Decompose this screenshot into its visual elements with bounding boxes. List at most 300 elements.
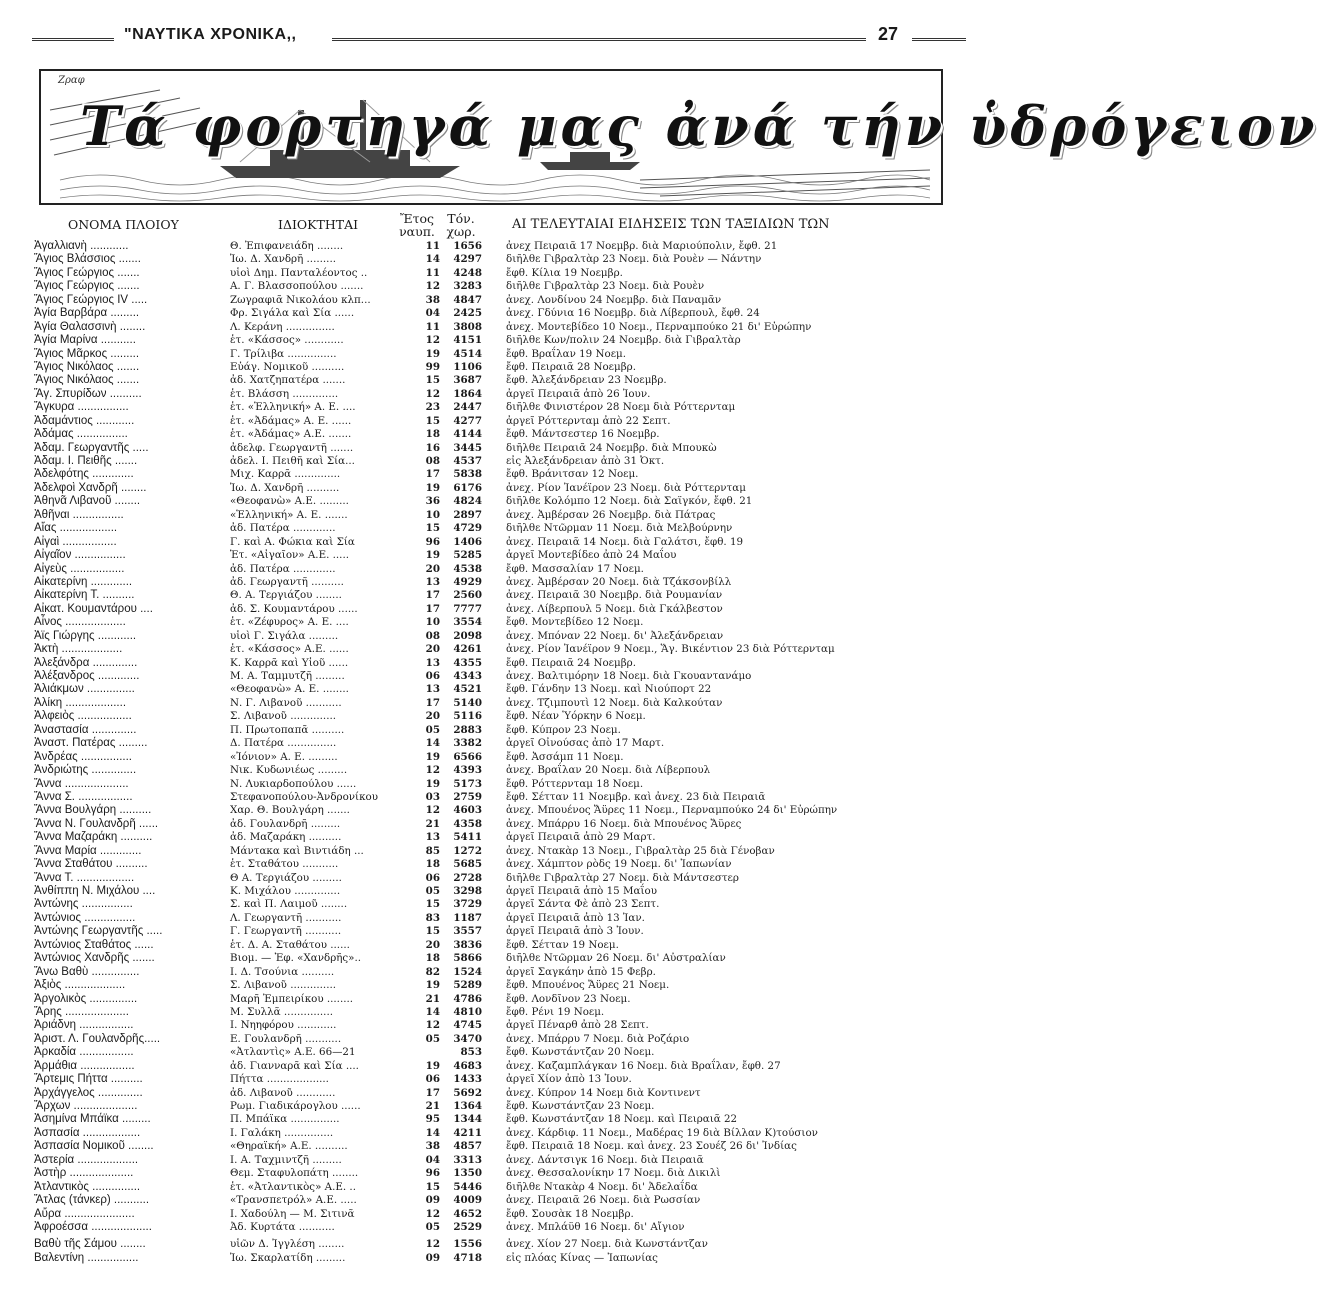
ship-name: Ἀδαμ. Γεωργαντῆς ..... — [34, 441, 149, 454]
page-number: 27 — [878, 24, 899, 44]
tonnage: 4929 — [453, 575, 482, 588]
table-row — [34, 804, 974, 817]
table-row — [34, 1252, 974, 1265]
owner-name: ἑτ. «Ἀδάμας» Α. Ε. ...... — [230, 414, 352, 427]
build-year: 14 — [425, 1126, 440, 1139]
table-row — [34, 1046, 974, 1059]
tonnage: 3283 — [453, 280, 482, 293]
table-row — [34, 428, 974, 441]
build-year: 19 — [425, 347, 440, 360]
tonnage: 2425 — [453, 307, 482, 320]
tonnage: 1406 — [453, 535, 482, 548]
ship-name: Αἶνος ................... — [34, 616, 126, 629]
ship-name: Ἀντώνης Γεωργαντῆς ..... — [34, 925, 163, 938]
build-year: 10 — [425, 616, 440, 629]
build-year: 38 — [425, 293, 440, 306]
voyage-news: διῆλθε Κων/πολιν 24 Νοεμβρ. διὰ Γιβραλτὰρ — [506, 334, 741, 347]
build-year: 20 — [425, 643, 440, 656]
voyage-news: ἀργεῖ Χίον ἀπὸ 13 Ἰουν. — [506, 1073, 632, 1086]
tonnage: 4261 — [453, 643, 482, 656]
owner-name: Εὐάγ. Νομικοῦ .......... — [230, 360, 345, 373]
table-row — [34, 509, 974, 522]
column-header-year-line1: Ἔτος — [399, 211, 435, 226]
table-row — [34, 401, 974, 414]
owner-name: υἱοὶ Δημ. Πανταλέοντος .. — [230, 266, 368, 279]
magazine-title: "ΝΑΥΤΙΚΑ ΧΡΟΝΙΚΑ,, — [124, 26, 297, 43]
table-row — [34, 751, 974, 764]
ship-name: Ἅγιος Γεώργιος ....... — [34, 266, 140, 279]
tonnage: 5838 — [453, 468, 482, 481]
table-row — [34, 1127, 974, 1140]
ship-name: Ἄννα Μαρία ............. — [34, 844, 142, 857]
owner-name: Ρωμ. Γιαδικάρογλου ...... — [230, 1100, 361, 1112]
ship-name: Ἀθηνᾶ Λιβανοῦ ........ — [34, 495, 141, 508]
table-row — [34, 589, 974, 602]
tonnage: 1350 — [453, 1167, 482, 1180]
build-year: 19 — [425, 777, 440, 790]
owner-name: Μ. Α. Ταμμυτζῆ ......... — [230, 670, 345, 682]
voyage-news: ἀργεῖ Πειραιᾶ ἀπὸ 3 Ἰουν. — [506, 925, 644, 938]
ship-name: Ἀφροέσσα ................... — [34, 1220, 152, 1233]
table-row — [34, 912, 974, 925]
voyage-news: ἔφθ. Ἀλεξάνδρειαν 23 Νοεμβρ. — [506, 374, 667, 387]
voyage-news: ἀνεχ. Ρίον Ἰανέϊρον 9 Νοεμ., Ἅγ. Βικέντιον 23 διὰ Ρόττερνταμ — [506, 643, 835, 656]
voyage-news: διῆλθε Ντακὰρ 4 Νοεμ. δι' Ἀδελαΐδα — [506, 1180, 698, 1193]
tonnage: 2098 — [453, 629, 482, 642]
owner-name: Μαρῆ Ἐμπειρίκου ........ — [230, 992, 354, 1005]
voyage-news: διῆλθε Γιβραλτὰρ 23 Νοεμ. διὰ Ρουὲν — [506, 280, 705, 293]
ship-name: Ἀδάμας ................ — [34, 428, 128, 441]
table-row — [34, 1154, 974, 1167]
ship-name: Ἀρχάγγελος .............. — [34, 1086, 143, 1099]
build-year: 06 — [425, 871, 440, 884]
ship-name: Ἁγία Θαλασσινὴ ........ — [34, 320, 146, 333]
table-row — [34, 442, 974, 455]
owner-name: Μάντακα καὶ Βιντιάδη ... — [230, 844, 364, 857]
ship-name: Ἄννα Σταθάτου .......... — [34, 858, 148, 871]
ship-name: Ἅγιος Νικόλαος ....... — [34, 374, 140, 387]
column-header-tons-line2: χωρ. — [446, 224, 476, 239]
table-row — [34, 683, 974, 696]
tonnage: 4652 — [453, 1207, 482, 1220]
ship-name: Ἀξιὸς ................... — [34, 979, 126, 992]
ship-name: Βαλεντίνη ................ — [34, 1251, 139, 1264]
owner-name: ἑτ. Βλάσση .............. — [230, 387, 339, 400]
table-row — [34, 993, 974, 1006]
ship-table — [34, 240, 974, 1265]
table-row — [34, 361, 974, 374]
tonnage: 6566 — [453, 750, 482, 763]
ship-name: Ἀστὴρ .................... — [34, 1167, 134, 1180]
voyage-news: διῆλθε Φινιστέρον 28 Νοεμ διὰ Ρόττερνταμ — [506, 401, 736, 414]
tonnage: 2447 — [453, 401, 482, 414]
tonnage: 3687 — [453, 374, 482, 387]
ship-name: Ἀντώνιος Σταθάτος ...... — [34, 938, 154, 951]
column-header-tons-line1: Τόν. — [447, 211, 475, 226]
owner-name: υἱοὶ Γ. Σιγάλα ......... — [230, 629, 339, 642]
table-row — [34, 952, 974, 965]
table-row — [34, 643, 974, 656]
build-year: 04 — [425, 307, 440, 320]
table-row — [34, 845, 974, 858]
column-header-year — [390, 212, 444, 238]
table-row — [34, 657, 974, 670]
owner-name: Ι. Γαλάκη ............... — [230, 1126, 334, 1139]
tonnage: 4514 — [453, 347, 482, 360]
voyage-news: διῆλθε Ντῶρμαν 26 Νοεμ. δι' Αὐστραλίαν — [506, 952, 726, 965]
page-header — [32, 22, 966, 48]
owner-name: Σ. καὶ Π. Λαιμοῦ ........ — [230, 898, 348, 911]
voyage-news: ἀνεχ. Πειραιᾶ 26 Νοεμ. διὰ Ρωσσίαν — [506, 1194, 701, 1207]
tonnage: 4355 — [453, 656, 482, 669]
table-row — [34, 374, 974, 387]
ship-name: Ἅγιος Νικόλαος ....... — [34, 360, 140, 373]
voyage-news: ἀνεχ. Μοντεβίδεο 10 Νοεμ., Περναμπούκο 21 δι' Εὐρώπην — [506, 320, 812, 333]
build-year: 12 — [425, 1238, 440, 1251]
ship-name: Αἰγεὺς ................. — [34, 562, 125, 575]
build-year: 12 — [425, 280, 440, 293]
tonnage: 2728 — [453, 871, 482, 884]
build-year: 21 — [425, 992, 440, 1005]
build-year: 15 — [425, 898, 440, 911]
voyage-news: ἔφθ. Βραΐλαν 19 Νοεμ. — [506, 347, 626, 360]
build-year: 09 — [425, 1251, 440, 1264]
voyage-news: εἰς πλόας Κίνας — Ἰαπωνίας — [506, 1251, 658, 1264]
ship-name: Βαθὺ τῆς Σάμου ........ — [34, 1238, 146, 1251]
build-year: 96 — [425, 535, 440, 548]
owner-name: Ἰω. Δ. Χανδρῆ ......... — [230, 253, 336, 266]
table-row — [34, 925, 974, 938]
voyage-news: ἀνεχ. Μπουένος Ἄϋρες 11 Νοεμ., Περναμπούκο 24 δι' Εὐρώπην — [506, 804, 838, 817]
table-row — [34, 1087, 974, 1100]
voyage-news: ἀνεχ. Γδύνια 16 Νοεμβρ. διὰ Λίβερπουλ, ἔφθ. 24 — [506, 307, 760, 320]
table-row — [34, 1019, 974, 1032]
voyage-news: ἀνεχ. Ἀμβέρσαν 26 Νοεμβρ. διὰ Πάτρας — [506, 508, 716, 521]
voyage-news: ἔφθ. Κωνστάντζαν 23 Νοεμ. — [506, 1100, 655, 1112]
voyage-news: ἀργεῖ Σάντα Φὲ ἀπὸ 23 Σεπτ. — [506, 898, 660, 911]
voyage-news: ἀνεχ. Δάντσιγκ 16 Νοεμ. διὰ Πειραιᾶ — [506, 1153, 704, 1166]
owner-name: Δ. Πατέρα ............... — [230, 737, 337, 750]
table-row — [34, 764, 974, 777]
tonnage: 4248 — [453, 266, 482, 279]
build-year: 15 — [425, 414, 440, 427]
table-row — [34, 415, 974, 428]
ship-name: Ἀρμάθια ................. — [34, 1059, 135, 1072]
voyage-news: ἀνεχ. Κάρδιφ. 11 Νοεμ., Μαδέρας 19 διὰ Βίλλαν Κ)τούσιον — [506, 1126, 818, 1139]
table-row — [34, 1181, 974, 1194]
voyage-news: ἔφθ. Μοντεβίδεο 12 Νοεμ. — [506, 616, 644, 629]
build-year: 08 — [425, 455, 440, 467]
owner-name: Ζωγραφιᾶ Νικολάου κλπ... — [230, 293, 371, 306]
voyage-news: ἀνεχ. Ρίον Ἰανέϊρον 23 Νοεμ. διὰ Ρόττερνταμ — [506, 481, 746, 494]
voyage-news: ἔφθ. Βράνιτσαν 12 Νοεμ. — [506, 468, 639, 481]
owner-name: Σ. Λιβανοῦ .............. — [230, 979, 337, 992]
table-row — [34, 1113, 974, 1126]
ship-name: Ἀδελφότης ............. — [34, 468, 134, 481]
voyage-news: ἀργεῖ Σαγκάην ἀπὸ 15 Φεβρ. — [506, 965, 656, 978]
voyage-news: ἀνεχ. Βαλτιμόρην 18 Νοεμ. διὰ Γκουαντανάμο — [506, 670, 752, 682]
owner-name: «Ἀτλαντὶς» Α.Ε. 66—21 — [230, 1046, 356, 1059]
build-year: 18 — [425, 952, 440, 965]
voyage-news: ἀνεχ. Βραΐλαν 20 Νοεμ. διὰ Λίβερπουλ — [506, 764, 711, 777]
build-year: 17 — [425, 468, 440, 481]
tonnage: 1106 — [453, 360, 482, 373]
build-year: 13 — [425, 831, 440, 844]
table-row — [34, 388, 974, 401]
voyage-news: ἔφθ. Λονδῖνον 23 Νοεμ. — [506, 992, 631, 1005]
voyage-news: ἔφθ. Πειραιᾶ 18 Νοεμ. καὶ ἀνεχ. 23 Σουέζ 26 δι' Ἰνδίας — [506, 1140, 797, 1153]
table-row — [34, 536, 974, 549]
build-year: 14 — [425, 737, 440, 750]
ship-name: Αἰγαῖον ................ — [34, 549, 126, 562]
tonnage: 3808 — [453, 320, 482, 333]
build-year: 11 — [425, 240, 440, 252]
ship-name: Ἀκτὴ ................... — [34, 643, 123, 656]
owner-name: Ι. Α. Ταχμιντζῆ ......... — [230, 1153, 342, 1166]
voyage-news: ἀνεχ. Ντακὰρ 13 Νοεμ., Γιβραλτὰρ 25 διὰ Γένοβαν — [506, 844, 775, 857]
owner-name: Λ. Γεωργαντῆ ........... — [230, 911, 342, 924]
ship-name: Αἰκατ. Κουμαντάρου .... — [34, 602, 153, 615]
banner-title: Τά φορτηγά μας ἀνά τήν ὑδρόγειον — [80, 94, 1318, 158]
tonnage: 3313 — [453, 1153, 482, 1166]
tonnage: 2897 — [453, 508, 482, 521]
table-row — [34, 495, 974, 508]
voyage-news: ἀνεχ. Λονδίνου 24 Νοεμβρ. διὰ Παναμᾶν — [506, 293, 722, 306]
owner-name: ἑτ. «Κάσσος» ............ — [230, 334, 344, 347]
owner-name: Θεμ. Σταφυλοπάτη ........ — [230, 1167, 359, 1180]
table-row — [34, 858, 974, 871]
voyage-news: ἀργεῖ Πειραιᾶ ἀπὸ 15 Μαΐου — [506, 885, 657, 897]
voyage-news: ἔφθ. Μπουένος Ἄϋρες 21 Νοεμ. — [506, 979, 670, 992]
voyage-news: ἔφθ. Νέαν Ὑόρκην 6 Νοεμ. — [506, 710, 646, 723]
tonnage: 3836 — [453, 938, 482, 951]
ship-name: Ἄννα Ν. Γουλανδρῆ ...... — [34, 817, 159, 830]
voyage-news: ἔφθ. Κύπρον 23 Νοεμ. — [506, 723, 621, 736]
ship-name: Ἀσπασία .................. — [34, 1126, 141, 1139]
table-row — [34, 1100, 974, 1113]
ship-name: Αἴας .................. — [34, 522, 118, 535]
table-row — [34, 549, 974, 562]
table-row — [34, 267, 974, 280]
voyage-news: ἀργεῖ Πειραιᾶ ἀπὸ 26 Ἰουν. — [506, 387, 651, 400]
build-year: 13 — [425, 575, 440, 588]
table-row — [34, 831, 974, 844]
tonnage: 3445 — [453, 441, 482, 454]
owner-name: «Θηραϊκή» Α.Ε. .......... — [230, 1140, 348, 1153]
ship-name: Ἀλέξανδρος ............. — [34, 670, 140, 682]
build-year: 08 — [425, 629, 440, 642]
ship-name: Ἀναστασία .............. — [34, 723, 137, 736]
tonnage: 3554 — [453, 616, 482, 629]
ship-name: Ἀντώνιος ................ — [34, 911, 136, 924]
tonnage: 4786 — [453, 992, 482, 1005]
ship-name: Ἀνθίππη Ν. Μιχάλου .... — [34, 885, 156, 897]
tonnage: 4538 — [453, 562, 482, 575]
tonnage: 4745 — [453, 1019, 482, 1032]
table-row — [34, 791, 974, 804]
owner-name: ἑτ. «Ἑλληνική» Α. Ε. .... — [230, 401, 356, 414]
ship-name: Ἀναστ. Πατέρας ......... — [34, 737, 148, 750]
owner-name: «Θεοφανὼ» Α.Ε. ......... — [230, 495, 349, 508]
table-row — [34, 1060, 974, 1073]
owner-name: Κ. Καρρᾶ καὶ Υἱοῦ ...... — [230, 656, 349, 669]
tonnage: 3298 — [453, 885, 482, 897]
table-row — [34, 253, 974, 266]
owner-name: ἀδ. Γεωργαντῆ .......... — [230, 575, 344, 588]
voyage-news: ἀνεχ. Χάμπτον ρὸδς 19 Νοεμ. δι' Ἰαπωνίαν — [506, 858, 732, 871]
owner-name: Θ. Α. Τεργιάζου ........ — [230, 589, 342, 602]
owner-name: «Ἑλληνική» Α. Ε. ....... — [230, 508, 348, 521]
table-row — [34, 1073, 974, 1086]
voyage-news: ἔφθ. Πειραιᾶ 24 Νοεμβρ. — [506, 656, 636, 669]
column-header-owner: ΙΔΙΟΚΤΗΤΑΙ — [278, 217, 359, 232]
table-row — [34, 1140, 974, 1153]
ship-name: Ἀντώνιος Χανδρῆς ....... — [34, 952, 155, 965]
table-row — [34, 710, 974, 723]
ship-name: Ἀλφειὸς ................. — [34, 710, 132, 723]
voyage-news: διῆλθε Γιβραλτὰρ 27 Νοεμ. διὰ Μάντσεστερ — [506, 871, 739, 884]
table-row — [34, 1238, 974, 1251]
column-header-year-line2: ναυπ. — [399, 224, 435, 239]
ship-name: Αἰκατερίνη ............. — [34, 575, 133, 588]
build-year: 95 — [425, 1113, 440, 1126]
ship-name: Ἄνω Βαθὺ ............... — [34, 965, 140, 978]
owner-name: ἀδ. Πατέρα ............. — [230, 522, 336, 535]
tonnage: 4857 — [453, 1140, 482, 1153]
voyage-news: ἀνεχ. Θεσσαλονίκην 17 Νοεμ. διὰ Δικιλὶ — [506, 1167, 721, 1180]
build-year: 16 — [425, 441, 440, 454]
owner-name: Ν. Γ. Λιβανοῦ ........... — [230, 696, 342, 709]
voyage-news: ἔφθ. Σέτταν 19 Νοεμ. — [506, 938, 619, 951]
voyage-news: ἔφθ. Μασσαλίαν 17 Νοεμ. — [506, 562, 644, 575]
owner-name: «Θεοφανὼ» Α. Ε. ........ — [230, 683, 349, 696]
owner-name: ἑτ. «Ζέφυρος» Α. Ε. .... — [230, 616, 349, 629]
ship-name: Ἄτλας (τάνκερ) ........... — [34, 1194, 150, 1207]
voyage-news: ἀνεχ. Τζιμπουτὶ 12 Νοεμ. διὰ Καλκούταν — [506, 696, 723, 709]
owner-name: ἀδ. Μαζαράκη .......... — [230, 831, 342, 844]
table-row — [34, 966, 974, 979]
voyage-news: ἔφθ. Γάνδην 13 Νοεμ. καὶ Νιούπορτ 22 — [506, 683, 712, 696]
table-row — [34, 455, 974, 468]
table-row — [34, 616, 974, 629]
voyage-news: ἀργεῖ Οἰνούσας ἀπὸ 17 Μαρτ. — [506, 737, 665, 750]
build-year: 14 — [425, 1005, 440, 1018]
artist-signature: Ζραφ — [58, 75, 85, 86]
build-year: 85 — [425, 844, 440, 857]
ship-name: Ἀντώνης ................ — [34, 898, 133, 911]
ship-name: Ἀλίκη ................... — [34, 696, 127, 709]
tonnage: 4521 — [453, 683, 482, 696]
tonnage: 1556 — [453, 1238, 482, 1251]
tonnage: 5446 — [453, 1180, 482, 1193]
build-year: 17 — [425, 589, 440, 602]
owner-name: Ν. Λυκιαρδοπούλου ...... — [230, 777, 357, 790]
ship-name: Ἀριστ. Λ. Γουλανδρῆς..... — [34, 1032, 161, 1045]
table-row — [34, 670, 974, 683]
tonnage: 4144 — [453, 428, 482, 441]
table-row — [34, 603, 974, 616]
tonnage: 4393 — [453, 764, 482, 777]
voyage-news: ἀνεχ. Καζαμπλάγκαν 16 Νοεμ. διὰ Βραΐλαν, ἔφθ. 27 — [506, 1059, 781, 1072]
build-year: 18 — [425, 858, 440, 871]
owner-name: Α. Γ. Βλασσοπούλου ....... — [230, 280, 364, 293]
tonnage: 4847 — [453, 293, 482, 306]
table-row — [34, 321, 974, 334]
owner-name: ἑτ. «Κάσσος» Α.Ε. ...... — [230, 643, 349, 656]
tonnage: 1524 — [453, 965, 482, 978]
build-year: 83 — [425, 911, 440, 924]
owner-name: Κ. Μιχάλου .............. — [230, 885, 341, 897]
build-year: 05 — [425, 1032, 440, 1045]
owner-name: Γ. καὶ Α. Φώκια καὶ Σία — [230, 535, 355, 548]
build-year: 18 — [425, 428, 440, 441]
build-year: 19 — [425, 750, 440, 763]
table-row — [34, 1221, 974, 1234]
build-year: 82 — [425, 965, 440, 978]
build-year: 17 — [425, 1086, 440, 1099]
voyage-news: ἔφθ. Κίλια 19 Νοεμβρ. — [506, 266, 623, 279]
tonnage: 4683 — [453, 1059, 482, 1072]
tonnage: 4718 — [453, 1251, 482, 1264]
ship-name: Ἅγιος Βλάσσιος ....... — [34, 253, 141, 266]
tonnage: 4358 — [453, 817, 482, 830]
tonnage: 853 — [460, 1046, 482, 1059]
voyage-news: εἰς Ἀλεξάνδρειαν ἀπὸ 31 Ὀκτ. — [506, 455, 665, 467]
build-year: 04 — [425, 1153, 440, 1166]
tonnage: 5140 — [453, 696, 482, 709]
owner-name: Ε. Γουλανδρῆ ........... — [230, 1032, 342, 1045]
owner-name: Γ. Γεωργαντῆ ........... — [230, 925, 342, 938]
tonnage: 2883 — [453, 723, 482, 736]
build-year: 12 — [425, 764, 440, 777]
header-rule-right — [912, 38, 966, 41]
tonnage: 5692 — [453, 1086, 482, 1099]
owner-name: ἀδ. Σ. Κουμαντάρου ...... — [230, 602, 358, 615]
table-row — [34, 818, 974, 831]
build-year: 36 — [425, 495, 440, 508]
tonnage: 1364 — [453, 1100, 482, 1112]
owner-name: Μ. Συλλᾶ ............... — [230, 1005, 334, 1018]
tonnage: 1344 — [453, 1113, 482, 1126]
ship-name: Ἀνδριώτης .............. — [34, 764, 137, 777]
build-year: 05 — [425, 885, 440, 897]
tonnage: 1433 — [453, 1073, 482, 1086]
voyage-news: ἀνεχ. Ἀμβέρσαν 20 Νοεμ. διὰ Τζάκσονβίλλ — [506, 575, 732, 588]
voyage-news: ἔφθ. Μάντσεστερ 16 Νοεμβρ. — [506, 428, 660, 441]
voyage-news: ἀργεῖ Πειραιᾶ ἀπὸ 13 Ἰαν. — [506, 911, 645, 924]
tonnage: 4009 — [453, 1194, 482, 1207]
voyage-news: ἔφθ. Πειραιᾶ 28 Νοεμβρ. — [506, 360, 636, 373]
header-rule-left — [32, 38, 114, 41]
owner-name: ἀδελφ. Γεωργαντῆ ....... — [230, 441, 354, 454]
owner-name: Λ. Κεράνη ............... — [230, 320, 335, 333]
build-year: 11 — [425, 266, 440, 279]
ship-name: Ἅγιος Μᾶρκος ......... — [34, 347, 140, 360]
owner-name: Π. Μπάϊκα ............... — [230, 1113, 340, 1126]
build-year: 17 — [425, 696, 440, 709]
tonnage: 5285 — [453, 549, 482, 562]
build-year: 38 — [425, 1140, 440, 1153]
build-year: 21 — [425, 1100, 440, 1112]
build-year: 12 — [425, 1019, 440, 1032]
tonnage: 4297 — [453, 253, 482, 266]
owner-name: Βιομ. — Ἐφ. «Χανδρῆς».. — [230, 952, 362, 965]
owner-name: Π. Πρωτοπαπᾶ .......... — [230, 723, 345, 736]
build-year: 12 — [425, 804, 440, 817]
tonnage: 5866 — [453, 952, 482, 965]
owner-name: Ἀδ. Κυρτάτα ........... — [230, 1220, 335, 1233]
build-year: 09 — [425, 1194, 440, 1207]
